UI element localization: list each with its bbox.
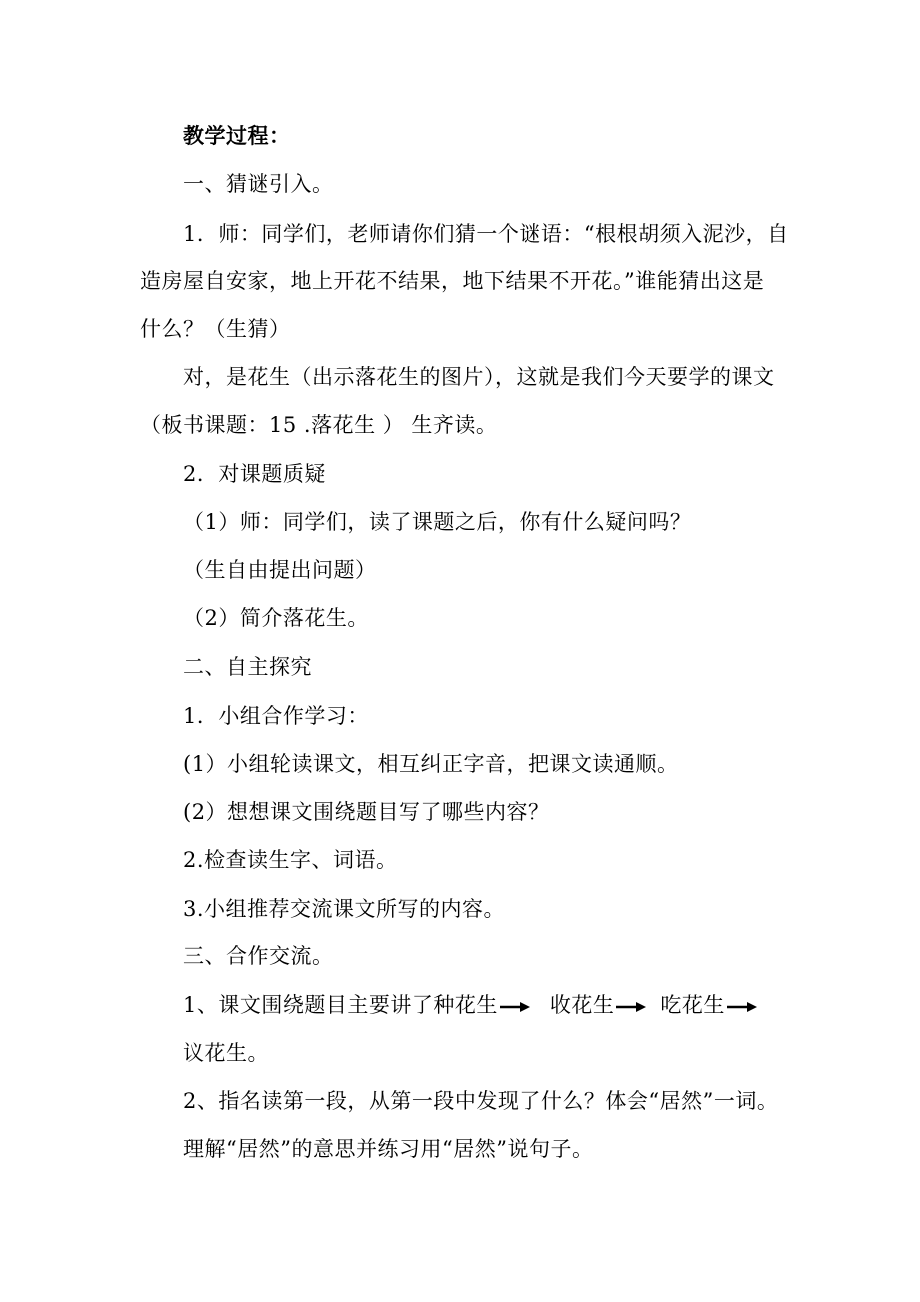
paragraph-answer-line-1: 对，是花生（出示落花生的图片），这就是我们今天要学的课文 <box>183 365 775 389</box>
right-arrow-icon <box>500 1001 530 1013</box>
item-teacher-question: （1）师：同学们，读了课题之后，你有什么疑问吗？ <box>183 510 692 534</box>
paragraph-riddle-line-2: 造房屋自安家，地上开花不结果，地下结果不开花。”谁能猜出这是 <box>140 269 765 293</box>
section-one-title: 一、猜谜引入。 <box>183 172 334 196</box>
right-arrow-icon <box>727 1001 757 1013</box>
item-students-ask: （生自由提出问题） <box>183 558 377 582</box>
paragraph-riddle-line-3: 什么？（生猜） <box>140 317 291 341</box>
section-heading: 教学过程： <box>183 123 291 148</box>
section-three-title: 三、合作交流。 <box>183 944 334 968</box>
item-check-words: 2.检查读生字、词语。 <box>183 848 398 872</box>
paragraph-riddle-line-1: 1．师：同学们，老师请你们猜一个谜语：“根根胡须入泥沙，自 <box>183 222 789 246</box>
section-two-title: 二、自主探究 <box>183 655 312 679</box>
right-arrow-icon <box>616 1001 646 1013</box>
item-introduce: （2）简介落花生。 <box>183 606 369 630</box>
item-group-read: (1）小组轮读课文，相互纠正字音，把课文读通顺。 <box>183 752 679 776</box>
sequence-last: 议花生。 <box>183 1041 269 1065</box>
item-read-first-paragraph: 2、指名读第一段，从第一段中发现了什么？体会“居然”一词。 <box>183 1089 779 1113</box>
item-recommend: 3.小组推荐交流课文所写的内容。 <box>183 897 506 921</box>
sequence-step-eat: 吃花生 <box>660 993 725 1017</box>
item-group-study: 1．小组合作学习： <box>183 704 369 728</box>
sequence-step-harvest: 收花生 <box>549 993 615 1017</box>
item-think-content: (2）想想课文围绕题目写了哪些内容？ <box>183 800 550 824</box>
sequence-line <box>183 990 761 1020</box>
paragraph-answer-line-2: （板书课题：15 .落花生 ） 生齐读。 <box>140 413 498 437</box>
item-title-question: 2．对课题质疑 <box>183 462 326 486</box>
sequence-prefix: 1、课文围绕题目主要讲了种花生 <box>183 993 498 1017</box>
item-understand-word: 理解“居然”的意思并练习用“居然”说句子。 <box>183 1137 594 1161</box>
